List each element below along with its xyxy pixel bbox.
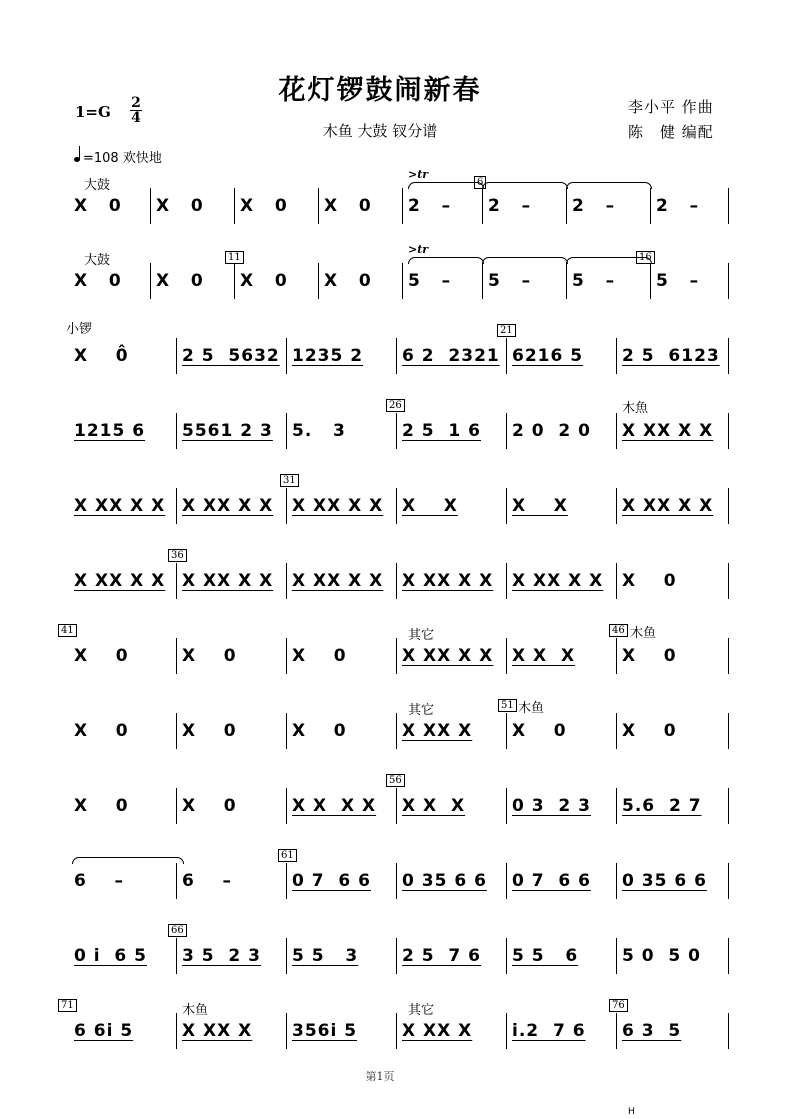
barline bbox=[396, 413, 397, 449]
barline bbox=[286, 413, 287, 449]
barline bbox=[402, 263, 403, 299]
measure bbox=[616, 1013, 728, 1053]
measure-number: 41 bbox=[58, 624, 77, 637]
measure bbox=[318, 263, 402, 303]
note-group: 0 35 6 6 bbox=[402, 871, 487, 891]
note-group: X X bbox=[402, 496, 458, 516]
measure bbox=[396, 863, 506, 903]
note-group: X 0 bbox=[182, 721, 237, 741]
measure bbox=[482, 263, 566, 303]
measure bbox=[68, 488, 176, 528]
note-group: X XX X X bbox=[402, 571, 494, 591]
note-group: 6 3 5 bbox=[622, 1021, 682, 1041]
note-group: X XX X bbox=[182, 1021, 253, 1041]
barline bbox=[396, 1013, 397, 1049]
barline bbox=[286, 488, 287, 524]
barline bbox=[616, 638, 617, 674]
measure bbox=[176, 1013, 286, 1053]
measure bbox=[396, 563, 506, 603]
note-group: 5 – bbox=[488, 271, 532, 291]
note-group: 6 – bbox=[182, 871, 233, 891]
barline bbox=[396, 338, 397, 374]
measure bbox=[616, 713, 728, 753]
measure-number: 51 bbox=[498, 699, 517, 712]
note-group: 0 3 2 3 bbox=[512, 796, 591, 816]
barline bbox=[176, 713, 177, 749]
page-number: 第1页 bbox=[365, 1070, 395, 1083]
measure-number: 71 bbox=[58, 999, 77, 1012]
measure bbox=[286, 563, 396, 603]
measure bbox=[286, 488, 396, 528]
measure bbox=[506, 413, 616, 453]
time-signature-top: 2 bbox=[131, 95, 141, 111]
trill-mark: >tr bbox=[408, 243, 429, 256]
note-group: 5 5 6 bbox=[512, 946, 579, 966]
barline bbox=[482, 263, 483, 299]
barline bbox=[176, 338, 177, 374]
note-group: 2 0 2 0 bbox=[512, 421, 591, 441]
tempo-text: =108 欢快地 bbox=[83, 151, 162, 166]
barline bbox=[176, 638, 177, 674]
measure bbox=[506, 638, 616, 678]
score-row bbox=[0, 322, 790, 388]
measure bbox=[68, 863, 176, 903]
measure bbox=[566, 263, 650, 303]
note-group: X 0 bbox=[74, 721, 129, 741]
barline bbox=[396, 788, 397, 824]
barline bbox=[506, 1013, 507, 1049]
note-group: X 0 bbox=[240, 271, 288, 291]
barline bbox=[616, 1013, 617, 1049]
instrument-label: 其它 bbox=[408, 703, 435, 718]
measure bbox=[506, 713, 616, 753]
measure-number: 6 bbox=[474, 176, 486, 189]
instrument-label: 大鼓 bbox=[84, 178, 111, 193]
note-group: X XX X X bbox=[622, 421, 714, 441]
measure bbox=[176, 413, 286, 453]
note-group: X XX X X bbox=[292, 571, 384, 591]
measure bbox=[176, 488, 286, 528]
measure bbox=[616, 938, 728, 978]
measure bbox=[68, 638, 176, 678]
note-group: X XX X X bbox=[74, 571, 166, 591]
measure bbox=[286, 1013, 396, 1053]
note-group: 1215 6 bbox=[74, 421, 146, 441]
instrument-label: 木鱼 bbox=[630, 626, 657, 641]
note-group: X XX X X bbox=[622, 496, 714, 516]
barline bbox=[728, 1013, 729, 1049]
measure bbox=[396, 338, 506, 378]
time-signature-bottom: 4 bbox=[131, 110, 141, 126]
measure bbox=[68, 263, 150, 303]
barline bbox=[616, 788, 617, 824]
score-row bbox=[0, 700, 790, 763]
barline bbox=[728, 488, 729, 524]
note-group: 2 – bbox=[572, 196, 616, 216]
barline bbox=[286, 338, 287, 374]
score-row bbox=[0, 550, 790, 613]
score-title: 花灯锣鼓闹新春 bbox=[278, 75, 482, 106]
note-group: X XX X X bbox=[402, 646, 494, 666]
measure bbox=[234, 263, 318, 303]
barline bbox=[616, 938, 617, 974]
measure bbox=[506, 938, 616, 978]
measure-number: 11 bbox=[225, 251, 244, 264]
note-group: X 0̂ bbox=[74, 346, 129, 366]
note-group: X 0 bbox=[182, 646, 237, 666]
note-group: X 0 bbox=[74, 646, 129, 666]
instrument-label: 木魚 bbox=[622, 401, 649, 416]
note-group: 5 – bbox=[408, 271, 452, 291]
barline bbox=[506, 338, 507, 374]
barline bbox=[396, 863, 397, 899]
measure bbox=[286, 338, 396, 378]
measure bbox=[402, 188, 482, 228]
measure bbox=[286, 638, 396, 678]
barline bbox=[176, 488, 177, 524]
note-group: X 0 bbox=[622, 571, 677, 591]
barline bbox=[286, 938, 287, 974]
barline bbox=[176, 1013, 177, 1049]
barline bbox=[286, 563, 287, 599]
measure bbox=[616, 488, 728, 528]
measure-number: 36 bbox=[168, 549, 187, 562]
note-group: X 0 bbox=[324, 271, 372, 291]
note-group: 2 5 6123 bbox=[622, 346, 720, 366]
measure bbox=[68, 338, 176, 378]
barline bbox=[650, 263, 651, 299]
barline bbox=[728, 188, 729, 224]
note-group: 2 – bbox=[656, 196, 700, 216]
barline bbox=[402, 188, 403, 224]
measure bbox=[68, 938, 176, 978]
barline bbox=[286, 1013, 287, 1049]
instrument-label: 大鼓 bbox=[84, 253, 111, 268]
instrument-label: 其它 bbox=[408, 628, 435, 643]
barline bbox=[506, 938, 507, 974]
note-group: 5 5 3 bbox=[292, 946, 359, 966]
barline bbox=[286, 863, 287, 899]
instrument-label: 小锣 bbox=[66, 322, 93, 337]
note-group: 2 5 5632 bbox=[182, 346, 280, 366]
measure bbox=[482, 188, 566, 228]
measure bbox=[68, 563, 176, 603]
barline bbox=[506, 413, 507, 449]
measure-number: 76 bbox=[609, 999, 628, 1012]
note-group: X 0 bbox=[240, 196, 288, 216]
key-signature: 1=G bbox=[75, 103, 111, 121]
barline bbox=[616, 563, 617, 599]
measure bbox=[396, 488, 506, 528]
trill-mark: >tr bbox=[408, 168, 429, 181]
note-group: 2 – bbox=[408, 196, 452, 216]
barline bbox=[728, 788, 729, 824]
barline bbox=[506, 863, 507, 899]
measure bbox=[396, 788, 506, 828]
barline bbox=[286, 638, 287, 674]
barline bbox=[396, 713, 397, 749]
barline bbox=[728, 863, 729, 899]
measure bbox=[150, 263, 234, 303]
barline bbox=[318, 263, 319, 299]
measure bbox=[286, 863, 396, 903]
note-group: X 0 bbox=[74, 196, 122, 216]
measure bbox=[176, 788, 286, 828]
barline bbox=[566, 263, 567, 299]
note-group: X X bbox=[512, 496, 568, 516]
barline bbox=[318, 188, 319, 224]
measure bbox=[286, 938, 396, 978]
note-group: 2 5 1 6 bbox=[402, 421, 481, 441]
measure-number: 61 bbox=[278, 849, 297, 862]
measure bbox=[506, 1013, 616, 1053]
barline bbox=[566, 188, 567, 224]
barline bbox=[396, 563, 397, 599]
note-group: X 0 bbox=[622, 646, 677, 666]
barline bbox=[616, 413, 617, 449]
note-group: 5. 3 bbox=[292, 421, 346, 441]
barline bbox=[176, 788, 177, 824]
measure bbox=[616, 863, 728, 903]
note-group: X 0 bbox=[622, 721, 677, 741]
barline bbox=[176, 413, 177, 449]
measure bbox=[68, 713, 176, 753]
measure bbox=[616, 413, 728, 453]
note-group: 1235 2 bbox=[292, 346, 364, 366]
note-group: 0 i 6 5 bbox=[74, 946, 147, 966]
measure bbox=[506, 488, 616, 528]
measure bbox=[176, 938, 286, 978]
measure bbox=[616, 338, 728, 378]
measure-number: 16 bbox=[636, 251, 655, 264]
note-group: 5 – bbox=[656, 271, 700, 291]
barline bbox=[286, 788, 287, 824]
barline bbox=[150, 263, 151, 299]
note-group: 6 – bbox=[74, 871, 125, 891]
note-group: X XX X bbox=[402, 1021, 473, 1041]
score-subtitle: 木鱼 大鼓 钗分谱 bbox=[322, 122, 438, 140]
barline bbox=[728, 713, 729, 749]
measure bbox=[650, 188, 728, 228]
note-group: X 0 bbox=[156, 196, 204, 216]
note-group: 0 35 6 6 bbox=[622, 871, 707, 891]
barline bbox=[728, 263, 729, 299]
measure bbox=[506, 563, 616, 603]
score-row bbox=[0, 243, 790, 313]
note-group: 5 – bbox=[572, 271, 616, 291]
score-row bbox=[0, 168, 790, 238]
barline bbox=[728, 638, 729, 674]
measure bbox=[176, 638, 286, 678]
measure bbox=[68, 413, 176, 453]
barline bbox=[616, 863, 617, 899]
barline bbox=[506, 788, 507, 824]
note-group: 2 – bbox=[488, 196, 532, 216]
measure bbox=[176, 713, 286, 753]
arranger-credit: 陈 健 编配 bbox=[628, 123, 714, 141]
note-group: 0 7 6 6 bbox=[292, 871, 371, 891]
measure-number: 56 bbox=[386, 774, 405, 787]
barline bbox=[616, 713, 617, 749]
note-group: X XX X X bbox=[292, 496, 384, 516]
note-group: X 0 bbox=[324, 196, 372, 216]
note-group: X 0 bbox=[292, 646, 347, 666]
barline bbox=[506, 488, 507, 524]
note-group: 356i 5 bbox=[292, 1021, 358, 1041]
measure bbox=[286, 713, 396, 753]
note-group: 5561 2 3 bbox=[182, 421, 273, 441]
note-group: 3 5 2 3 bbox=[182, 946, 261, 966]
measure bbox=[650, 263, 728, 303]
note-group: 6 6i 5 bbox=[74, 1021, 134, 1041]
measure-number: 31 bbox=[280, 474, 299, 487]
barline bbox=[396, 938, 397, 974]
score-row bbox=[0, 625, 790, 688]
measure bbox=[396, 638, 506, 678]
note-group: 6216 5 bbox=[512, 346, 584, 366]
measure bbox=[68, 188, 150, 228]
measure bbox=[616, 638, 728, 678]
note-group: X 0 bbox=[512, 721, 567, 741]
quarter-note-icon bbox=[74, 157, 80, 162]
measure bbox=[234, 188, 318, 228]
barline bbox=[396, 488, 397, 524]
measure-number: 26 bbox=[386, 399, 405, 412]
instrument-label: 木鱼 bbox=[518, 701, 545, 716]
note-group: 6 2 2321 bbox=[402, 346, 500, 366]
barline bbox=[506, 638, 507, 674]
measure bbox=[396, 413, 506, 453]
score-row bbox=[0, 400, 790, 463]
measure bbox=[68, 1013, 176, 1053]
barline bbox=[234, 263, 235, 299]
note-group: X 0 bbox=[74, 271, 122, 291]
measure bbox=[286, 788, 396, 828]
barline bbox=[286, 713, 287, 749]
measure-number: 66 bbox=[168, 924, 187, 937]
barline bbox=[506, 713, 507, 749]
measure bbox=[396, 713, 506, 753]
note-group: 2 5 7 6 bbox=[402, 946, 481, 966]
instrument-label: 其它 bbox=[408, 1003, 435, 1018]
measure bbox=[176, 563, 286, 603]
time-signature bbox=[130, 96, 142, 125]
score-row bbox=[0, 925, 790, 988]
measure bbox=[402, 263, 482, 303]
instrument-label: 木鱼 bbox=[182, 1003, 209, 1018]
note-group: X 0 bbox=[182, 796, 237, 816]
note-group: X XX X X bbox=[182, 496, 274, 516]
note-group: 0 7 6 6 bbox=[512, 871, 591, 891]
barline bbox=[728, 338, 729, 374]
note-group: X X X X bbox=[292, 796, 377, 816]
note-group: X 0 bbox=[74, 796, 129, 816]
measure bbox=[176, 338, 286, 378]
barline bbox=[176, 563, 177, 599]
note-group: i.2 7 6 bbox=[512, 1021, 586, 1041]
score-row bbox=[0, 850, 790, 913]
barline bbox=[482, 188, 483, 224]
measure bbox=[176, 863, 286, 903]
barline bbox=[728, 413, 729, 449]
note-group: X XX X bbox=[402, 721, 473, 741]
score-row bbox=[0, 775, 790, 838]
measure bbox=[616, 788, 728, 828]
note-group: X 0 bbox=[156, 271, 204, 291]
note-group: X X X bbox=[402, 796, 466, 816]
note-group: X X X bbox=[512, 646, 576, 666]
barline bbox=[728, 563, 729, 599]
measure bbox=[150, 188, 234, 228]
barline bbox=[150, 188, 151, 224]
note-group: X XX X X bbox=[74, 496, 166, 516]
composer-credit: 李小平 作曲 bbox=[628, 98, 714, 116]
barline bbox=[506, 563, 507, 599]
score-row bbox=[0, 1000, 790, 1063]
measure bbox=[286, 413, 396, 453]
note-group: 5 0 5 0 bbox=[622, 946, 701, 966]
measure bbox=[318, 188, 402, 228]
measure bbox=[506, 338, 616, 378]
measure bbox=[396, 1013, 506, 1053]
measure bbox=[68, 788, 176, 828]
measure bbox=[616, 563, 728, 603]
barline bbox=[176, 863, 177, 899]
barline bbox=[650, 188, 651, 224]
corner-mark: H bbox=[628, 1107, 635, 1117]
measure bbox=[506, 788, 616, 828]
measure bbox=[506, 863, 616, 903]
barline bbox=[396, 638, 397, 674]
measure bbox=[566, 188, 650, 228]
note-group: X 0 bbox=[292, 721, 347, 741]
note-group: X XX X X bbox=[182, 571, 274, 591]
note-group: X XX X X bbox=[512, 571, 604, 591]
barline bbox=[176, 938, 177, 974]
barline bbox=[728, 938, 729, 974]
note-group: 5.6 2 7 bbox=[622, 796, 702, 816]
measure-number: 46 bbox=[609, 624, 628, 637]
measure-number: 21 bbox=[497, 324, 516, 337]
barline bbox=[234, 188, 235, 224]
measure bbox=[396, 938, 506, 978]
barline bbox=[616, 338, 617, 374]
score-row bbox=[0, 475, 790, 538]
tempo-marking bbox=[74, 147, 162, 166]
barline bbox=[616, 488, 617, 524]
